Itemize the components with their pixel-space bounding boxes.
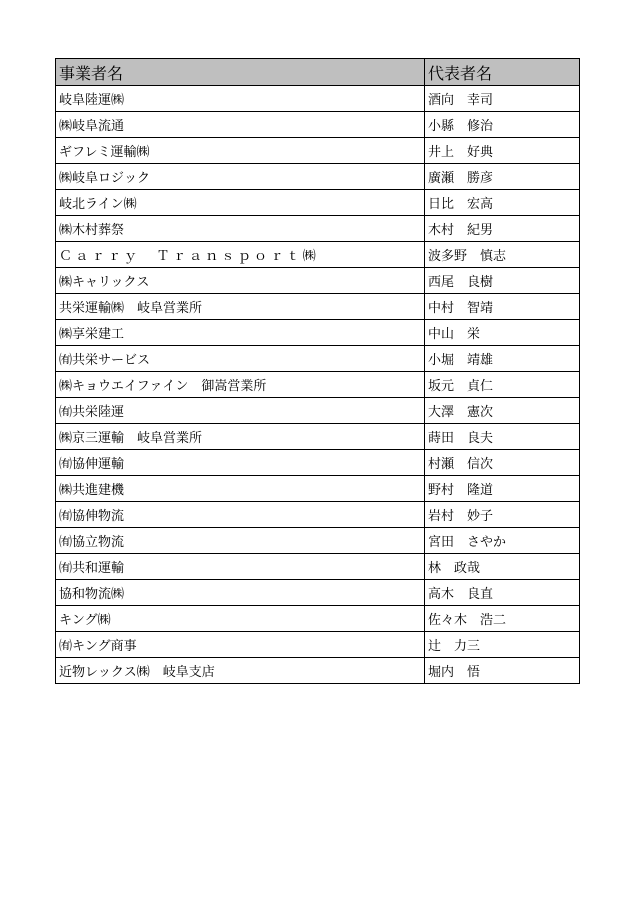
company-name-cell: ギフレミ運輸㈱	[56, 138, 425, 164]
representative-name-cell: 野村 隆道	[425, 476, 580, 502]
company-name-cell: ㈱享栄建工	[56, 320, 425, 346]
table-row	[56, 398, 580, 424]
representative-name-cell: 大澤 憲次	[425, 398, 580, 424]
representative-name-cell: 木村 紀男	[425, 216, 580, 242]
table-row	[56, 138, 580, 164]
table-row	[56, 528, 580, 554]
table-row	[56, 372, 580, 398]
company-name-cell: ㈲共和運輸	[56, 554, 425, 580]
header-row	[56, 59, 580, 86]
company-name-cell: ㈲協立物流	[56, 528, 425, 554]
representative-name-cell: 林 政哉	[425, 554, 580, 580]
table-row	[56, 268, 580, 294]
representative-name-cell: 堀内 悟	[425, 658, 580, 684]
table-row	[56, 606, 580, 632]
company-name-cell: 岐阜陸運㈱	[56, 86, 425, 112]
company-name-cell: ㈲キング商事	[56, 632, 425, 658]
representative-name-cell: 日比 宏高	[425, 190, 580, 216]
company-name-cell: 近物レックス㈱ 岐阜支店	[56, 658, 425, 684]
representative-name-cell: 坂元 貞仁	[425, 372, 580, 398]
company-name-cell: ㈱キョウエイファイン 御嵩営業所	[56, 372, 425, 398]
table-row	[56, 112, 580, 138]
table-row	[56, 554, 580, 580]
company-name-cell: ㈲協伸物流	[56, 502, 425, 528]
representative-name-cell: 中山 栄	[425, 320, 580, 346]
table-row	[56, 294, 580, 320]
company-name-cell: 協和物流㈱	[56, 580, 425, 606]
representative-name-cell: 波多野 慎志	[425, 242, 580, 268]
company-name-cell: ㈱京三運輸 岐阜営業所	[56, 424, 425, 450]
representative-name-cell: 小堀 靖雄	[425, 346, 580, 372]
table-row	[56, 580, 580, 606]
table-row	[56, 164, 580, 190]
operator-list	[55, 58, 579, 684]
company-name-cell: ㈱共進建機	[56, 476, 425, 502]
company-name-cell: ㈱木村葬祭	[56, 216, 425, 242]
table-row	[56, 216, 580, 242]
company-name-cell: 共栄運輸㈱ 岐阜営業所	[56, 294, 425, 320]
representative-name-cell: 廣瀬 勝彦	[425, 164, 580, 190]
table-row	[56, 476, 580, 502]
company-name-header: 事業者名	[56, 59, 425, 86]
table-row	[56, 450, 580, 476]
company-name-cell: ㈱岐阜ロジック	[56, 164, 425, 190]
table-row	[56, 320, 580, 346]
representative-name-header: 代表者名	[425, 59, 580, 86]
table-row	[56, 242, 580, 268]
table-row	[56, 502, 580, 528]
table-row	[56, 632, 580, 658]
company-name-cell: 岐北ライン㈱	[56, 190, 425, 216]
company-name-cell: ㈲共栄サービス	[56, 346, 425, 372]
company-name-cell: Ｃａｒｒｙ Ｔｒａｎｓｐｏｒｔ㈱	[56, 242, 425, 268]
representative-name-cell: 小縣 修治	[425, 112, 580, 138]
representative-name-cell: 井上 好典	[425, 138, 580, 164]
company-name-cell: ㈲共栄陸運	[56, 398, 425, 424]
table-row	[56, 86, 580, 112]
representative-name-cell: 高木 良直	[425, 580, 580, 606]
company-name-cell: ㈱キャリックス	[56, 268, 425, 294]
representative-name-cell: 辻 力三	[425, 632, 580, 658]
representative-name-cell: 蒔田 良夫	[425, 424, 580, 450]
company-name-cell: ㈲協伸運輸	[56, 450, 425, 476]
operator-table	[55, 58, 580, 684]
table-row	[56, 190, 580, 216]
table-row	[56, 346, 580, 372]
company-name-cell: キング㈱	[56, 606, 425, 632]
representative-name-cell: 西尾 良樹	[425, 268, 580, 294]
company-name-cell: ㈱岐阜流通	[56, 112, 425, 138]
table-row	[56, 658, 580, 684]
representative-name-cell: 岩村 妙子	[425, 502, 580, 528]
representative-name-cell: 宮田 さやか	[425, 528, 580, 554]
representative-name-cell: 村瀬 信次	[425, 450, 580, 476]
representative-name-cell: 酒向 幸司	[425, 86, 580, 112]
table-row	[56, 424, 580, 450]
representative-name-cell: 中村 智靖	[425, 294, 580, 320]
representative-name-cell: 佐々木 浩二	[425, 606, 580, 632]
